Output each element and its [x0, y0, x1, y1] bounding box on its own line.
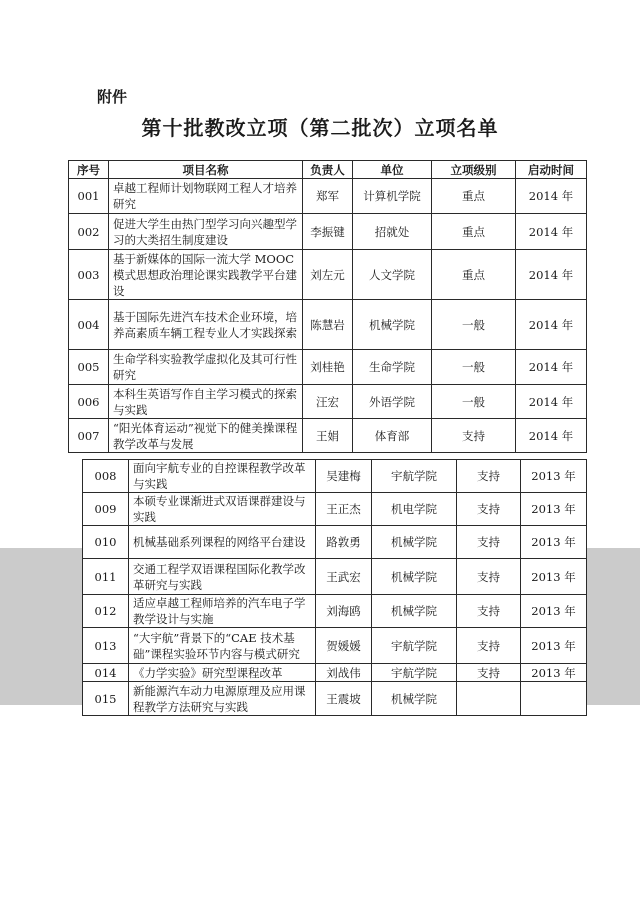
cell-level: 支持: [457, 664, 521, 682]
table-row: [83, 460, 587, 493]
cell-start: 2013 年: [521, 526, 587, 559]
cell-start: 2013 年: [521, 595, 587, 628]
cell-leader: 王武宏: [316, 559, 372, 595]
cell-unit: 生命学院: [353, 350, 432, 385]
cell-project-name: 生命学科实验教学虚拟化及其可行性研究: [109, 350, 303, 385]
cell-leader: 刘战伟: [316, 664, 372, 682]
cell-level: 支持: [457, 493, 521, 526]
cell-project-name: 《力学实验》研究型课程改革: [129, 664, 316, 682]
cell-unit: 机电学院: [372, 493, 457, 526]
cell-start: 2014 年: [516, 350, 587, 385]
cell-project-name: 新能源汽车动力电源原理及应用课程教学方法研究与实践: [129, 682, 316, 716]
cell-project-name: 机械基础系列课程的网络平台建设: [129, 526, 316, 559]
cell-start: 2014 年: [516, 250, 587, 300]
cell-start: 2013 年: [521, 460, 587, 493]
cell-level: 支持: [457, 595, 521, 628]
table-row: [83, 595, 587, 628]
cell-level: 支持: [457, 460, 521, 493]
cell-no: 006: [69, 385, 109, 419]
cell-unit: 机械学院: [372, 595, 457, 628]
cell-level: 重点: [432, 214, 516, 250]
cell-unit: 外语学院: [353, 385, 432, 419]
cell-start: [521, 682, 587, 716]
header-start: 启动时间: [516, 161, 587, 179]
cell-level: 重点: [432, 250, 516, 300]
cell-no: 005: [69, 350, 109, 385]
cell-leader: 路敦勇: [316, 526, 372, 559]
cell-leader: 刘左元: [303, 250, 353, 300]
cell-no: 013: [83, 628, 129, 664]
cell-unit: 计算机学院: [353, 179, 432, 214]
cell-project-name: 本硕专业课渐进式双语课群建设与实践: [129, 493, 316, 526]
cell-leader: 王震坡: [316, 682, 372, 716]
cell-project-name: 适应卓越工程师培养的汽车电子学教学设计与实施: [129, 595, 316, 628]
cell-unit: 机械学院: [353, 300, 432, 350]
cell-no: 004: [69, 300, 109, 350]
cell-project-name: 基于国际先进汽车技术企业环境，培养高素质车辆工程专业人才实践探索: [109, 300, 303, 350]
cell-level: 支持: [457, 526, 521, 559]
cell-project-name: “大宇航”背景下的“CAE 技术基础”课程实验环节内容与模式研究: [129, 628, 316, 664]
table-row: [69, 179, 587, 214]
cell-start: 2013 年: [521, 559, 587, 595]
table-row: [83, 526, 587, 559]
cell-no: 002: [69, 214, 109, 250]
cell-level: 一般: [432, 385, 516, 419]
cell-unit: 宇航学院: [372, 664, 457, 682]
cell-unit: 宇航学院: [372, 460, 457, 493]
cell-leader: 汪宏: [303, 385, 353, 419]
cell-unit: 机械学院: [372, 682, 457, 716]
header-unit: 单位: [353, 161, 432, 179]
attachment-label: 附件: [97, 88, 128, 106]
table-row: [69, 419, 587, 453]
cell-start: 2013 年: [521, 493, 587, 526]
cell-leader: 刘海鸥: [316, 595, 372, 628]
table-row: [83, 664, 587, 682]
table-row: [83, 682, 587, 716]
cell-unit: 机械学院: [372, 559, 457, 595]
cell-start: 2013 年: [521, 628, 587, 664]
cell-leader: 贺媛媛: [316, 628, 372, 664]
cell-no: 009: [83, 493, 129, 526]
table-header-row: [69, 161, 587, 179]
cell-leader: 王正杰: [316, 493, 372, 526]
cell-leader: 陈慧岩: [303, 300, 353, 350]
cell-level: 一般: [432, 300, 516, 350]
table-row: [69, 300, 587, 350]
cell-leader: 吴建梅: [316, 460, 372, 493]
cell-no: 011: [83, 559, 129, 595]
cell-level: 一般: [432, 350, 516, 385]
cell-level: [457, 682, 521, 716]
cell-level: 支持: [457, 559, 521, 595]
cell-unit: 招就处: [353, 214, 432, 250]
table-row: [83, 628, 587, 664]
table-row: [69, 350, 587, 385]
header-leader: 负责人: [303, 161, 353, 179]
cell-project-name: 促进大学生由热门型学习向兴趣型学习的大类招生制度建设: [109, 214, 303, 250]
header-no: 序号: [69, 161, 109, 179]
cell-no: 015: [83, 682, 129, 716]
cell-no: 012: [83, 595, 129, 628]
cell-start: 2013 年: [521, 664, 587, 682]
project-table-bottom: [82, 459, 587, 716]
header-level: 立项级别: [432, 161, 516, 179]
cell-unit: 机械学院: [372, 526, 457, 559]
cell-no: 003: [69, 250, 109, 300]
cell-project-name: 交通工程学双语课程国际化教学改革研究与实践: [129, 559, 316, 595]
table-row: [69, 385, 587, 419]
cell-start: 2014 年: [516, 419, 587, 453]
cell-unit: 人文学院: [353, 250, 432, 300]
cell-no: 001: [69, 179, 109, 214]
cell-leader: 刘桂艳: [303, 350, 353, 385]
cell-no: 007: [69, 419, 109, 453]
table-row: [69, 250, 587, 300]
cell-leader: 李振键: [303, 214, 353, 250]
cell-start: 2014 年: [516, 214, 587, 250]
table-row: [83, 493, 587, 526]
cell-level: 支持: [457, 628, 521, 664]
cell-level: 支持: [432, 419, 516, 453]
cell-no: 010: [83, 526, 129, 559]
cell-project-name: 面向宇航专业的自控课程教学改革与实践: [129, 460, 316, 493]
header-name: 项目名称: [109, 161, 303, 179]
project-table-top: [68, 160, 587, 453]
cell-start: 2014 年: [516, 179, 587, 214]
cell-unit: 体育部: [353, 419, 432, 453]
cell-leader: 王娟: [303, 419, 353, 453]
table-row: [69, 214, 587, 250]
cell-unit: 宇航学院: [372, 628, 457, 664]
cell-no: 008: [83, 460, 129, 493]
document-title: 第十批教改立项（第二批次）立项名单: [141, 116, 499, 140]
cell-project-name: 基于新媒体的国际一流大学 MOOC 模式思想政治理论课实践教学平台建设: [109, 250, 303, 300]
table-row: [83, 559, 587, 595]
cell-start: 2014 年: [516, 300, 587, 350]
cell-start: 2014 年: [516, 385, 587, 419]
cell-project-name: 本科生英语写作自主学习模式的探索与实践: [109, 385, 303, 419]
cell-project-name: “阳光体育运动”视觉下的健美操课程教学改革与发展: [109, 419, 303, 453]
cell-project-name: 卓越工程师计划物联网工程人才培养研究: [109, 179, 303, 214]
cell-level: 重点: [432, 179, 516, 214]
cell-leader: 郑军: [303, 179, 353, 214]
cell-no: 014: [83, 664, 129, 682]
